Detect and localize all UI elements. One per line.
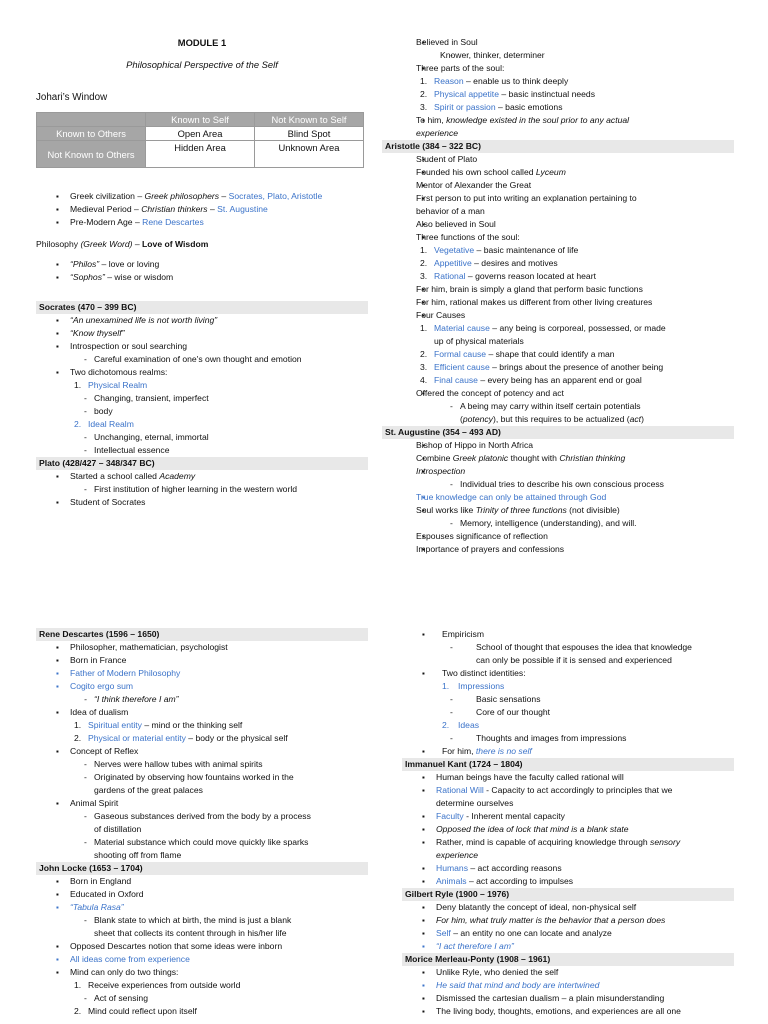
numbered-item: 2. Ideal Realm xyxy=(74,419,134,429)
johari-col-known-self: Known to Self xyxy=(146,113,255,127)
list-item: ▪ “Know thyself” xyxy=(36,327,368,340)
list-item-continuation: behavior of a man xyxy=(416,206,485,216)
philosophy-definition: Philosophy (Greek Word) – Love of Wisdom xyxy=(36,239,209,249)
list-item-continuation: experience xyxy=(416,128,459,138)
numbered-item: 1. Vegetative – basic maintenance of life xyxy=(420,245,579,255)
page-1-left-column xyxy=(36,36,368,509)
numbered-item: 1. Spiritual entity – mind or the thinking self xyxy=(74,720,243,730)
list-item: ▪ Born in England xyxy=(36,875,368,888)
list-item: ▪ The living body, thoughts, emotions, and experiences are all one xyxy=(402,1005,734,1018)
kant-header: Immanuel Kant (1724 – 1804) xyxy=(402,758,734,771)
numbered-item: 1. Material cause – any being is corporeal, possessed, or made xyxy=(420,323,666,333)
list-item: ▪ Mentor of Alexander the Great xyxy=(402,179,734,192)
johari-open-area: Open Area xyxy=(146,127,255,141)
list-item: ▪ Two dichotomous realms: xyxy=(36,366,368,379)
list-item: ▪ All ideas come from experience xyxy=(36,953,368,966)
plato-list-left xyxy=(36,470,368,509)
list-item: ▪ Importance of prayers and confessions xyxy=(402,543,734,556)
merleau-ponty-list xyxy=(402,966,734,1018)
merleau-ponty-header: Morice Merleau-Ponty (1908 – 1961) xyxy=(402,953,734,966)
list-subitem: - Intellectual essence xyxy=(36,444,368,457)
list-subitem: - Knower, thinker, determiner xyxy=(402,49,734,62)
aristotle-list xyxy=(402,153,734,426)
list-subitem-continuation: shooting off from flame xyxy=(94,850,182,860)
list-subitem: - Originated by observing how fountains worked in the xyxy=(36,771,368,784)
list-subitem: - Careful examination of one's own thought and emotion xyxy=(36,353,368,366)
list-subitem: - Thoughts and images from impressions xyxy=(402,732,734,745)
johari-row-not-known-others: Not Known to Others xyxy=(37,141,146,168)
list-item: ▪ Started a school called Academy xyxy=(36,470,368,483)
johari-blind-spot: Blind Spot xyxy=(255,127,364,141)
list-item: ▪ Philosopher, mathematician, psychologist xyxy=(36,641,368,654)
numbered-item: 2. Formal cause – shape that could identify a man xyxy=(420,349,615,359)
list-subitem: - Changing, transient, imperfect xyxy=(36,392,368,405)
list-item: ▪ Deny blatantly the concept of ideal, non-physical self xyxy=(402,901,734,914)
list-subitem: - First institution of higher learning in the western world xyxy=(36,483,368,496)
socrates-header: Socrates (470 – 399 BC) xyxy=(36,301,368,314)
johari-window-table xyxy=(36,112,364,168)
list-item: ▪ “Tabula Rasa” xyxy=(36,901,368,914)
numbered-item: 2. Physical or material entity – body or the physical self xyxy=(74,733,288,743)
list-item: ▪ Founded his own school called Lyceum xyxy=(402,166,734,179)
list-item: ▪ For him, there is no self xyxy=(402,745,734,758)
list-item: ▪ Opposed Descartes notion that some ideas were inborn xyxy=(36,940,368,953)
list-item: ▪ Unlike Ryle, who denied the self xyxy=(402,966,734,979)
list-subitem: - Unchanging, eternal, immortal xyxy=(36,431,368,444)
list-item: ▪ Bishop of Hippo in North Africa xyxy=(402,439,734,452)
list-subitem: - “I think therefore I am” xyxy=(36,693,368,706)
numbered-item: 1. Reason – enable us to think deeply xyxy=(420,76,569,86)
list-subitem: - School of thought that espouses the idea that knowledge xyxy=(402,641,734,654)
list-item: ▪ Two distinct identities: xyxy=(402,667,734,680)
list-item: ▪ Pre-Modern Age – Rene Descartes xyxy=(36,216,368,229)
list-item: ▪ Human beings have the faculty called rational will xyxy=(402,771,734,784)
augustine-header: St. Augustine (354 – 493 AD) xyxy=(382,426,734,439)
plato-list-right xyxy=(402,36,734,140)
philos-list xyxy=(36,258,368,284)
list-item: ▪ To him, knowledge existed in the soul prior to any actual xyxy=(402,114,734,127)
list-item: ▪ Dismissed the cartesian dualism – a plain misunderstanding xyxy=(402,992,734,1005)
numbered-item: 1. Receive experiences from outside world xyxy=(74,980,241,990)
list-item: ▪ Introspection xyxy=(402,465,734,478)
list-subitem-continuation: gardens of the great palaces xyxy=(94,785,203,795)
page-1-right-column xyxy=(385,36,734,556)
descartes-header: Rene Descartes (1596 – 1650) xyxy=(36,628,368,641)
numbered-item-continuation: up of physical materials xyxy=(434,336,524,346)
list-item: ▪ True knowledge can only be attained through God xyxy=(402,491,734,504)
numbered-item: 1. Physical Realm xyxy=(74,380,148,390)
list-subitem-continuation: sheet that collects its content through in his/her life xyxy=(94,928,287,938)
list-item: ▪ Idea of dualism xyxy=(36,706,368,719)
list-item: ▪ Father of Modern Philosophy xyxy=(36,667,368,680)
page-2-left-column xyxy=(36,628,368,1018)
list-subitem-continuation: of distillation xyxy=(94,824,142,834)
list-item: ▪ Combine Greek platonic thought with Christian thinking xyxy=(402,452,734,465)
list-subitem: - Nerves were hallow tubes with animal spirits xyxy=(36,758,368,771)
list-item: ▪ Cogito ergo sum xyxy=(36,680,368,693)
list-item: ▪ For him, what truly matter is the behavior that a person does xyxy=(402,914,734,927)
numbered-item: 3. Efficient cause – brings about the presence of another being xyxy=(420,362,664,372)
module-title: MODULE 1 xyxy=(177,37,227,48)
page-2 xyxy=(0,512,768,1024)
list-item: ▪ Faculty - Inherent mental capacity xyxy=(402,810,734,823)
list-item: ▪ Rather, mind is capable of acquiring knowledge through sensory xyxy=(402,836,734,849)
eras-list xyxy=(36,190,368,229)
list-item: ▪ Four Causes xyxy=(402,309,734,322)
ryle-list xyxy=(402,901,734,953)
list-item: ▪ Rational Will - Capacity to act accordingly to principles that we xyxy=(402,784,734,797)
list-item: ▪ Medieval Period – Christian thinkers – St. Augustine xyxy=(36,203,368,216)
page-2-right-column xyxy=(402,628,734,1018)
list-item: ▪ Introspection or soul searching xyxy=(36,340,368,353)
socrates-list xyxy=(36,314,368,457)
list-subitem: - Material substance which could move quickly like sparks xyxy=(36,836,368,849)
johari-corner xyxy=(37,113,146,127)
list-item-continuation: determine ourselves xyxy=(436,798,514,808)
numbered-item: 2. Appetitive – desires and motives xyxy=(420,258,558,268)
list-item: ▪ Soul works like Trinity of three functions (not divisible) xyxy=(402,504,734,517)
numbered-item: 4. Final cause – every being has an apparent end or goal xyxy=(420,375,642,385)
johari-col-not-known-self: Not Known to Self xyxy=(255,113,364,127)
list-item: ▪ Educated in Oxford xyxy=(36,888,368,901)
johari-title: Johari’s Window xyxy=(36,92,108,103)
list-item: ▪ He said that mind and body are intertwined xyxy=(402,979,734,992)
list-subitem: - Gaseous substances derived from the body by a process xyxy=(36,810,368,823)
list-item: ▪ Offered the concept of potency and act xyxy=(402,387,734,400)
list-item: ▪ Self – an entity no one can locate and analyze xyxy=(402,927,734,940)
list-item: ▪ “I act therefore I am” xyxy=(402,940,734,953)
list-subitem: - Individual tries to describe his own conscious process xyxy=(402,478,734,491)
locke-list xyxy=(36,875,368,1018)
list-item: ▪ Born in France xyxy=(36,654,368,667)
numbered-item: 3. Spirit or passion – basic emotions xyxy=(420,102,563,112)
list-subitem: - Blank state to which at birth, the mind is just a blank xyxy=(36,914,368,927)
list-item: ▪ “Sophos” – wise or wisdom xyxy=(36,271,368,284)
aristotle-header: Aristotle (384 – 322 BC) xyxy=(382,140,734,153)
list-item: ▪ Greek civilization – Greek philosophers – Socrates, Plato, Aristotle xyxy=(36,190,368,203)
list-item: ▪ Espouses significance of reflection xyxy=(402,530,734,543)
list-item: ▪ “Philos” – love or loving xyxy=(36,258,368,271)
list-subitem: - Basic sensations xyxy=(402,693,734,706)
numbered-item: 2. Ideas xyxy=(442,720,480,730)
list-item: ▪ Three parts of the soul: xyxy=(402,62,734,75)
list-item: ▪ Three functions of the soul: xyxy=(402,231,734,244)
list-item: ▪ For him, brain is simply a gland that perform basic functions xyxy=(402,283,734,296)
list-subitem-continuation: can only be possible if it is sensed and experienced xyxy=(476,655,672,665)
descartes-list xyxy=(36,641,368,862)
list-item: ▪ Animal Spirit xyxy=(36,797,368,810)
numbered-item: 2. Mind could reflect upon itself xyxy=(74,1006,197,1016)
list-subitem: - A being may carry within itself certain potentials xyxy=(402,400,734,413)
empiricism-list xyxy=(402,628,734,758)
list-subitem: - Memory, intelligence (understanding), and will. xyxy=(402,517,734,530)
plato-header: Plato (428/427 – 348/347 BC) xyxy=(36,457,368,470)
list-item: ▪ Empiricism xyxy=(402,628,734,641)
johari-unknown-area: Unknown Area xyxy=(255,141,364,168)
list-item: ▪ Also believed in Soul xyxy=(402,218,734,231)
list-item: ▪ Student of Plato xyxy=(402,153,734,166)
list-item: ▪ For him, rational makes us different from other living creatures xyxy=(402,296,734,309)
numbered-item: 1. Impressions xyxy=(442,681,505,691)
list-item: ▪ “An unexamined life is not worth living” xyxy=(36,314,368,327)
list-item: ▪ Humans – act according reasons xyxy=(402,862,734,875)
list-item: ▪ Student of Socrates xyxy=(36,496,368,509)
list-item: ▪ Believed in Soul xyxy=(402,36,734,49)
kant-list xyxy=(402,771,734,888)
list-item: ▪ Mind can only do two things: xyxy=(36,966,368,979)
ryle-header: Gilbert Ryle (1900 – 1976) xyxy=(402,888,734,901)
list-subitem-continuation: (potency), but this requires to be actualized (act) xyxy=(460,414,644,424)
numbered-item: 3. Rational – governs reason located at heart xyxy=(420,271,596,281)
locke-header: John Locke (1653 – 1704) xyxy=(36,862,368,875)
numbered-item: 2. Physical appetite – basic instinctual needs xyxy=(420,89,596,99)
module-subtitle: Philosophical Perspective of the Self xyxy=(126,59,278,70)
list-subitem: - body xyxy=(36,405,368,418)
list-item: ▪ Animals – act according to impulses xyxy=(402,875,734,888)
list-item: ▪ Concept of Reflex xyxy=(36,745,368,758)
list-subitem: - Act of sensing xyxy=(36,992,368,1005)
list-item: ▪ Opposed the idea of lock that mind is a blank state xyxy=(402,823,734,836)
list-item: ▪ First person to put into writing an explanation pertaining to xyxy=(402,192,734,205)
list-subitem: - Core of our thought xyxy=(402,706,734,719)
list-item-continuation: experience xyxy=(436,850,479,860)
johari-row-known-others: Known to Others xyxy=(37,127,146,141)
johari-hidden-area: Hidden Area xyxy=(146,141,255,168)
